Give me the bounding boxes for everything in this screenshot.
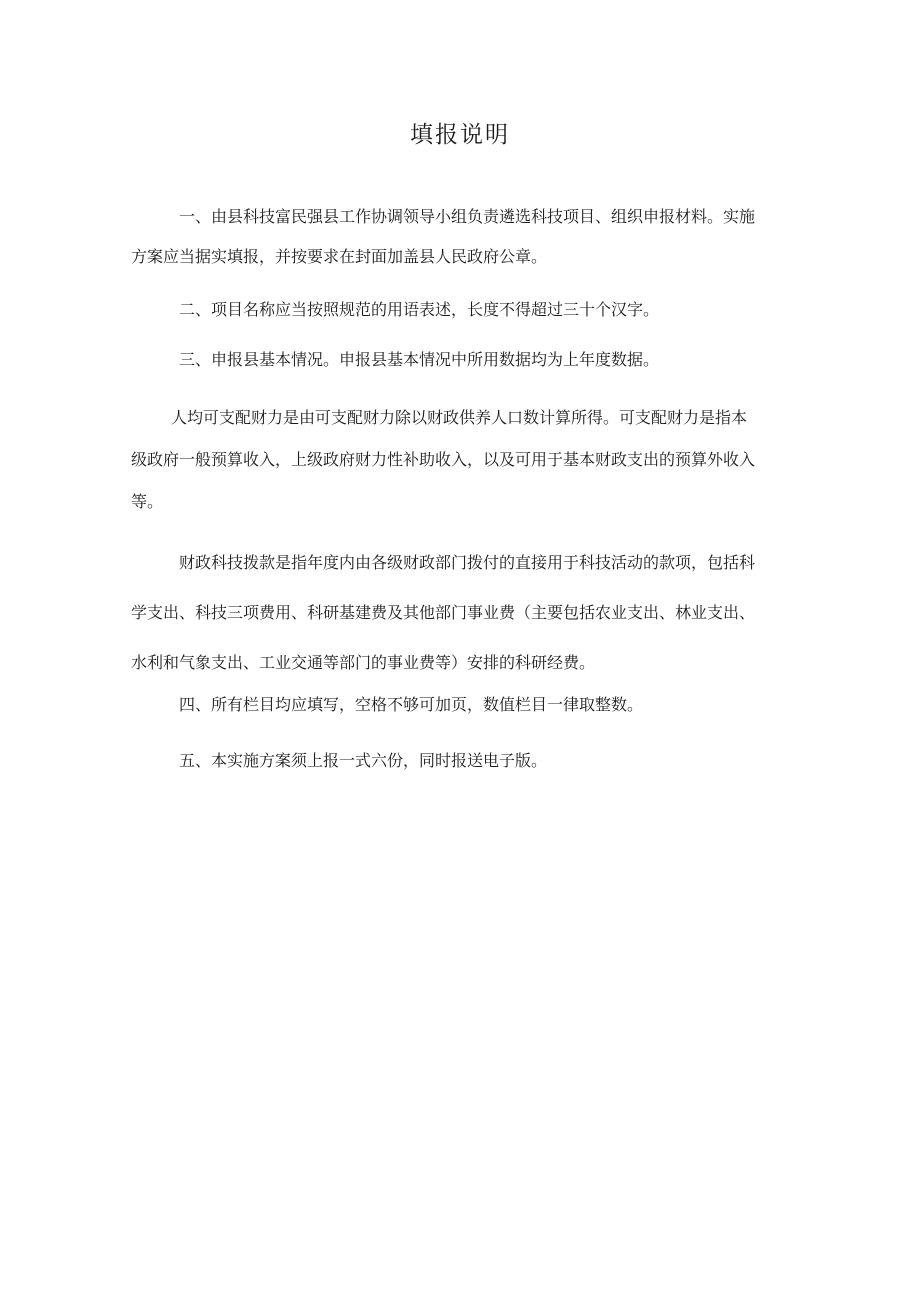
paragraph-line: 三、申报县基本情况。申报县基本情况中所用数据均为上年度数据。 bbox=[179, 350, 660, 369]
paragraph-line: 二、项目名称应当按照规范的用语表述，长度不得超过三十个汉字。 bbox=[179, 300, 660, 319]
paragraph-line: 一、由县科技富民强县工作协调领导小组负责遴选科技项目、组织申报材料。实施 bbox=[179, 207, 756, 226]
instruction-paragraph-1 bbox=[131, 209, 811, 265]
paragraph-line: 级政府一般预算收入，上级政府财力性补助收入，以及可用于基本财政支出的预算外收入 bbox=[131, 450, 756, 469]
paragraph-line: 四、所有栏目均应填写，空格不够可加页，数值栏目一律取整数。 bbox=[179, 695, 644, 714]
paragraph-line: 等。 bbox=[131, 492, 164, 511]
paragraph-line: 方案应当据实填报，并按要求在封面加盖县人民政府公章。 bbox=[131, 247, 548, 266]
page-title: 填报说明 bbox=[410, 122, 510, 148]
paragraph-line: 人均可支配财力是由可支配财力除以财政供养人口数计算所得。可支配财力是指本 bbox=[171, 408, 748, 427]
instruction-paragraph-4 bbox=[131, 697, 811, 713]
paragraph-line: 水利和气象支出、工业交通等部门的事业费等）安排的科研经费。 bbox=[131, 653, 596, 672]
paragraph-line: 学支出、科技三项费用、科研基建费及其他部门事业费（主要包括农业支出、林业支出、 bbox=[131, 603, 756, 622]
instruction-paragraph-5 bbox=[131, 753, 811, 769]
instruction-paragraph-3 bbox=[131, 352, 811, 368]
instruction-paragraph-2 bbox=[131, 302, 811, 318]
definition-paragraph-science-funding bbox=[131, 555, 811, 671]
definition-paragraph-per-capita-revenue bbox=[131, 410, 811, 510]
paragraph-line: 财政科技拨款是指年度内由各级财政部门拨付的直接用于科技活动的款项，包括科 bbox=[179, 553, 756, 572]
paragraph-line: 五、本实施方案须上报一式六份，同时报送电子版。 bbox=[179, 751, 548, 770]
